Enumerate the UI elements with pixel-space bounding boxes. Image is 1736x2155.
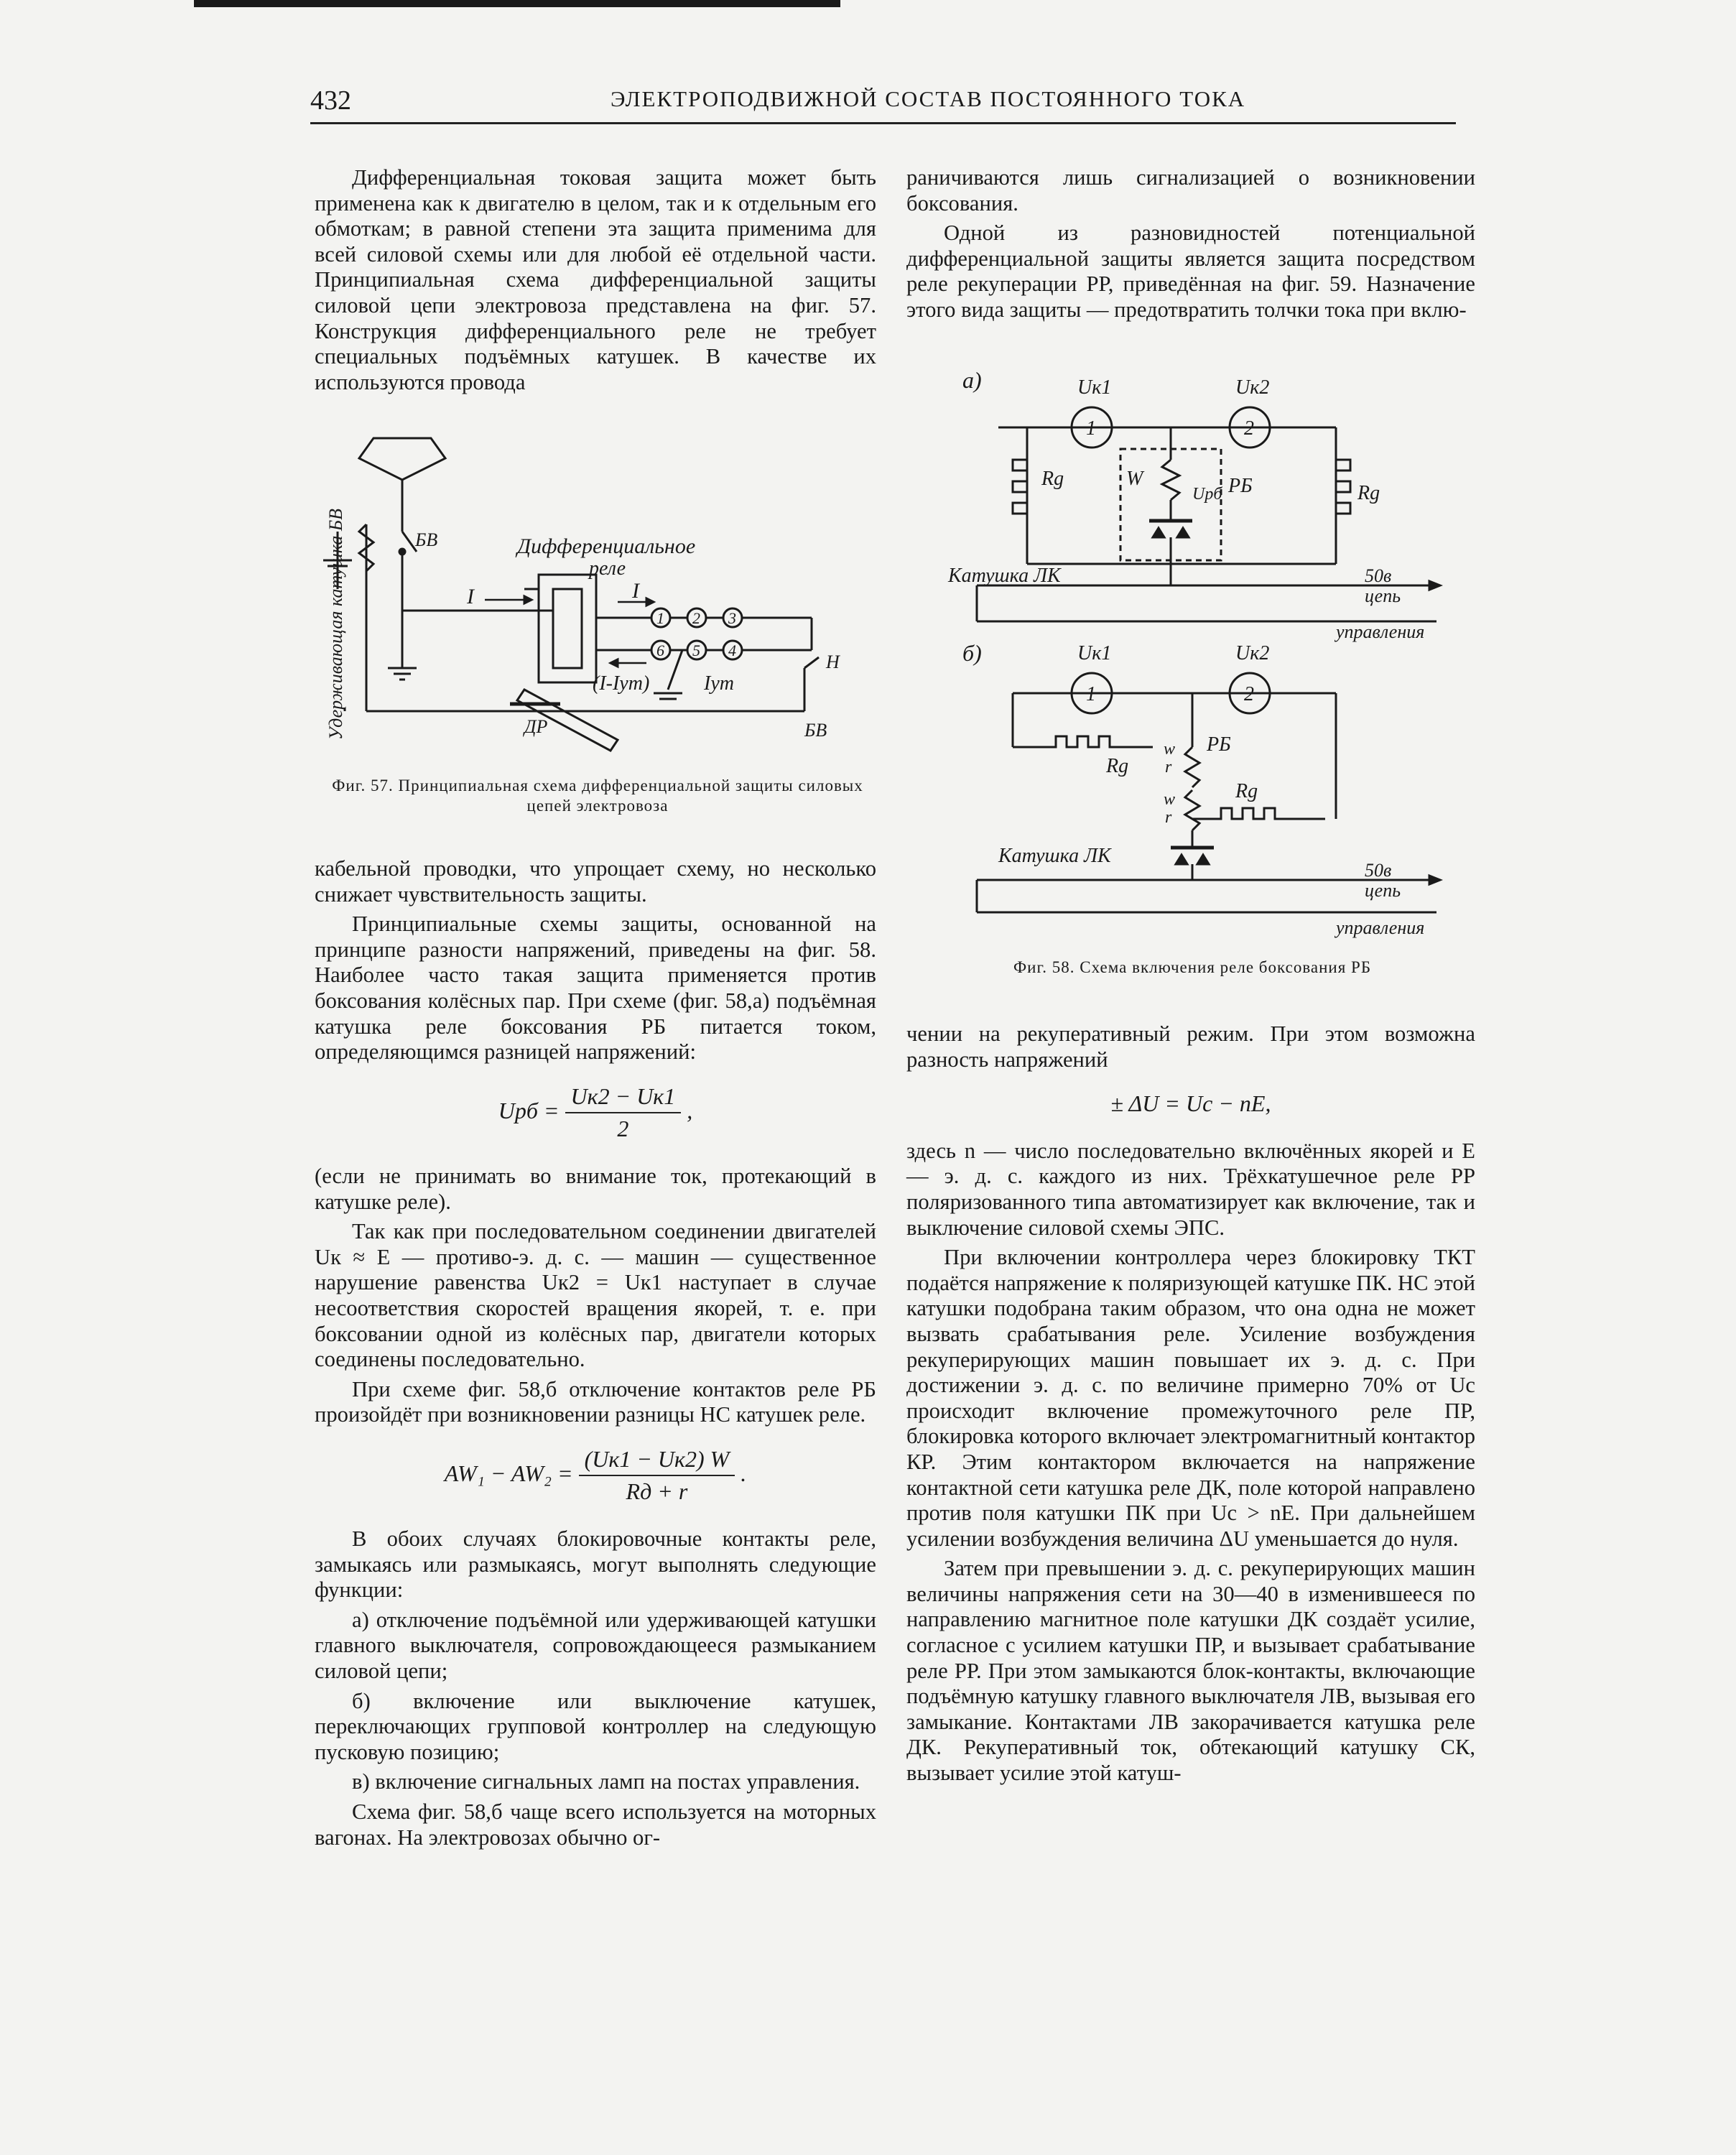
fig58b-circuit: цепь [1365, 880, 1401, 901]
paragraph: в) включение сигнальных ламп на постах управления. [352, 1769, 860, 1794]
paragraph: Одной из разновидностей потенциальной дифференциальной защиты является защита посредством реле рекуперации РР, приведённая на фиг. 59. Назначение этого вида защиты — предотвратить толчки тока при вклю- [906, 221, 1475, 322]
figure-57-diagram [316, 424, 891, 769]
formula-tail: . [741, 1460, 747, 1486]
paragraph: здесь n — число последовательно включённых якорей и E — э. д. с. каждого из них. Трёхкатушечное реле РР поляризованного типа автоматизирует как включение, так и выключение силовой схемы ЭПС. [906, 1138, 1475, 1240]
left-column-bottom [315, 856, 876, 1855]
paragraph: Принципиальные схемы защиты, основанной на принципе разности напряжений, приведены на фиг. 58. Наиболее часто такая защита применяется против боксования колёсных пар. При схеме (фиг. 58,а) подъёмная катушка реле боксования РБ питается током, определяющимся разницей напряжений: [315, 912, 876, 1065]
paragraph: Так как при последовательном соединении двигателей Uк ≈ E — противо-э. д. с. — машин — существенное нарушение равенства Uк2 = Uк1 наступает в случае несоответствия скоростей вращения якорей, т. е. при боксовании одной из колёсных пар, двигатели которых соединены последовательно. [315, 1219, 876, 1372]
fig58a-label: а) [962, 367, 982, 393]
formula-fraction [579, 1447, 735, 1505]
paragraph: чении на рекуперативный режим. При этом возможна разность напряжений [906, 1021, 1475, 1072]
fig58a-control: управления [1336, 621, 1425, 642]
fig58a-uk1: Uк1 [1077, 376, 1112, 399]
fig58a-circuit: цепь [1365, 585, 1401, 606]
fig58b-label: б) [962, 640, 982, 666]
formula-denominator: Rд + r [626, 1478, 688, 1505]
paragraph: При включении контроллера через блокировку ТКТ подаётся напряжение к поляризующей катушке ПК. НС этой катушки подобрана таким образом, что она одна не может вызвать срабатывания реле. Усиление возбуждения рекуперирующих машин повышает их э. д. с. При достижении э. д. с. по величине примерно 70% от Uc происходит включение промежуточного реле ПР, блокировка которого включает электромагнитный контактор КР. Этим контактором включается на напряжение контактной сети катушка реле ДК, поле которой направлено против поля катушки ПК при Uc > nE. При дальнейшем усилении возбуждения величина ΔU уменьшается до нуля. [906, 1245, 1475, 1551]
fig58b-w1: w [1164, 740, 1176, 759]
label-current-diff: (I-Iут) [593, 672, 650, 695]
formula-urb [315, 1084, 876, 1142]
formula-lhs: AW₁ − AW₂ = [444, 1460, 573, 1486]
paragraph: раничиваются лишь сигнализацией о возникновении боксования. [906, 165, 1475, 216]
formula-numerator: Uк2 − Uк1 [565, 1084, 682, 1114]
fig58a-rb: РБ [1228, 475, 1253, 497]
fig58a-m1: 1 [1086, 417, 1096, 440]
fig58b-uk1: Uк1 [1077, 642, 1112, 664]
formula-tail: , [687, 1097, 693, 1123]
label-key: Н [826, 652, 840, 672]
formula-aw [315, 1447, 876, 1505]
fig58a-m2: 2 [1244, 417, 1254, 440]
label-holding-coil: Удерживающая катушка БВ [325, 508, 346, 740]
label-bv-top: БВ [415, 529, 438, 550]
label-current-i1: I [467, 585, 474, 608]
fig58b-coil-lk: Катушка ЛК [998, 845, 1111, 867]
paragraph: б) включение или выключение катушек, переключающих групповой контроллер на следующую пусковую позицию; [315, 1688, 876, 1764]
motor-label: 6 [656, 641, 664, 659]
header-rule [310, 122, 1456, 124]
label-relay-sub: реле [589, 557, 626, 580]
figure-58-caption: Фиг. 58. Схема включения реле боксования РБ [1013, 958, 1372, 976]
scan-edge-bar [194, 0, 840, 7]
left-column-top [315, 165, 876, 399]
fig58b-r1: r [1165, 758, 1172, 777]
right-column-bottom [906, 1021, 1475, 1791]
fig58a-50v: 50в [1365, 565, 1392, 586]
fig58b-rg2: Rg [1235, 780, 1258, 802]
fig58a-uprb: Uрб [1192, 485, 1222, 504]
label-current-leak: Iут [704, 672, 734, 695]
paragraph: Дифференциальная токовая защита может быть применена как к двигателю в целом, так и к отдельным его обмоткам; в равной степени эта защита применима для всей силовой схемы или для любой её отдельной части. Принципиальная схема дифференциальной защиты силовой цепи электровоза представлена на фиг. 57. Конструкция дифференциального реле не требует специальных подъёмных катушек. В качестве их используются провода [315, 165, 876, 394]
label-dr: ДР [524, 716, 548, 737]
fig58b-uk2: Uк2 [1235, 642, 1270, 664]
fig58b-50v: 50в [1365, 860, 1392, 881]
paragraph: а) отключение подъёмной или удерживающей катушки главного выключателя, сопровождающееся размыканием силовой цепи; [315, 1607, 876, 1684]
fig58b-m2: 2 [1244, 683, 1254, 705]
fig58b-control: управления [1336, 917, 1425, 938]
fig58b-w2: w [1164, 790, 1176, 809]
fig58a-w: W [1126, 468, 1143, 490]
figure-57-caption: Фиг. 57. Принципиальная схема дифференциальной защиты силовых цепей электровоза [332, 777, 863, 815]
fig58b-rb: РБ [1207, 733, 1231, 756]
paragraph: (если не принимать во внимание ток, протекающий в катушке реле). [315, 1163, 876, 1214]
fig58b-rg1: Rg [1106, 755, 1129, 777]
right-column-top [906, 165, 1475, 328]
formula-fraction [565, 1084, 682, 1142]
motor-label: 2 [692, 609, 700, 627]
paragraph: В обоих случаях блокировочные контакты реле, замыкаясь или размыкаясь, могут выполнять следующие функции: [315, 1526, 876, 1603]
motor-label: 5 [692, 641, 700, 659]
formula-delta-u: ± ΔU = Uc − nE, [1110, 1090, 1271, 1117]
label-relay-title: Дифференциальное [517, 534, 696, 558]
formula-numerator: (Uк1 − Uк2) W [579, 1447, 735, 1477]
motor-label: 1 [656, 609, 664, 627]
figure-58-diagram [934, 366, 1465, 941]
formula-denominator: 2 [617, 1116, 629, 1142]
paragraph: При схеме фиг. 58,б отключение контактов реле РБ произойдёт при возникновении разницы НС катушек реле. [315, 1376, 876, 1427]
running-title: ЭЛЕКТРОПОДВИЖНОЙ СОСТАВ ПОСТОЯННОГО ТОКА [611, 86, 1246, 111]
label-bv-bottom: БВ [804, 720, 827, 741]
paragraph: Схема фиг. 58,б чаще всего используется на моторных вагонах. На электровозах обычно ог- [315, 1799, 876, 1850]
motor-label: 4 [728, 641, 736, 659]
label-current-i2: I [632, 579, 639, 603]
page-number: 432 [310, 85, 351, 116]
fig58a-rg-left: Rg [1041, 468, 1064, 490]
motor-label: 3 [728, 609, 736, 627]
fig58a-rg-right: Rg [1357, 482, 1380, 504]
paragraph: кабельной проводки, что упрощает схему, но несколько снижает чувствительность защиты. [315, 856, 876, 907]
formula-lhs: Uрб = [498, 1097, 560, 1123]
fig58a-coil-lk: Катушка ЛК [948, 565, 1061, 587]
fig58b-m1: 1 [1086, 683, 1096, 705]
paragraph: Затем при превышении э. д. с. рекуперирующих машин величины напряжения сети на 30—40 в изменившееся по направлению магнитное поле катушки ДК создаёт усилие, согласное с усилием катушки ПР, и вызывает срабатывание реле РР. При этом замыкаются блок-контакты, включающие подъёмную катушку главного выключателя ЛВ, вызывая его замыкание. Контактами ЛВ закорачивается катушка реле ДК. Рекуперативный ток, обтекающий катушку СК, вызывает усилие этой катуш- [906, 1556, 1475, 1786]
fig58a-uk2: Uк2 [1235, 376, 1270, 399]
fig58b-r2: r [1165, 808, 1172, 827]
